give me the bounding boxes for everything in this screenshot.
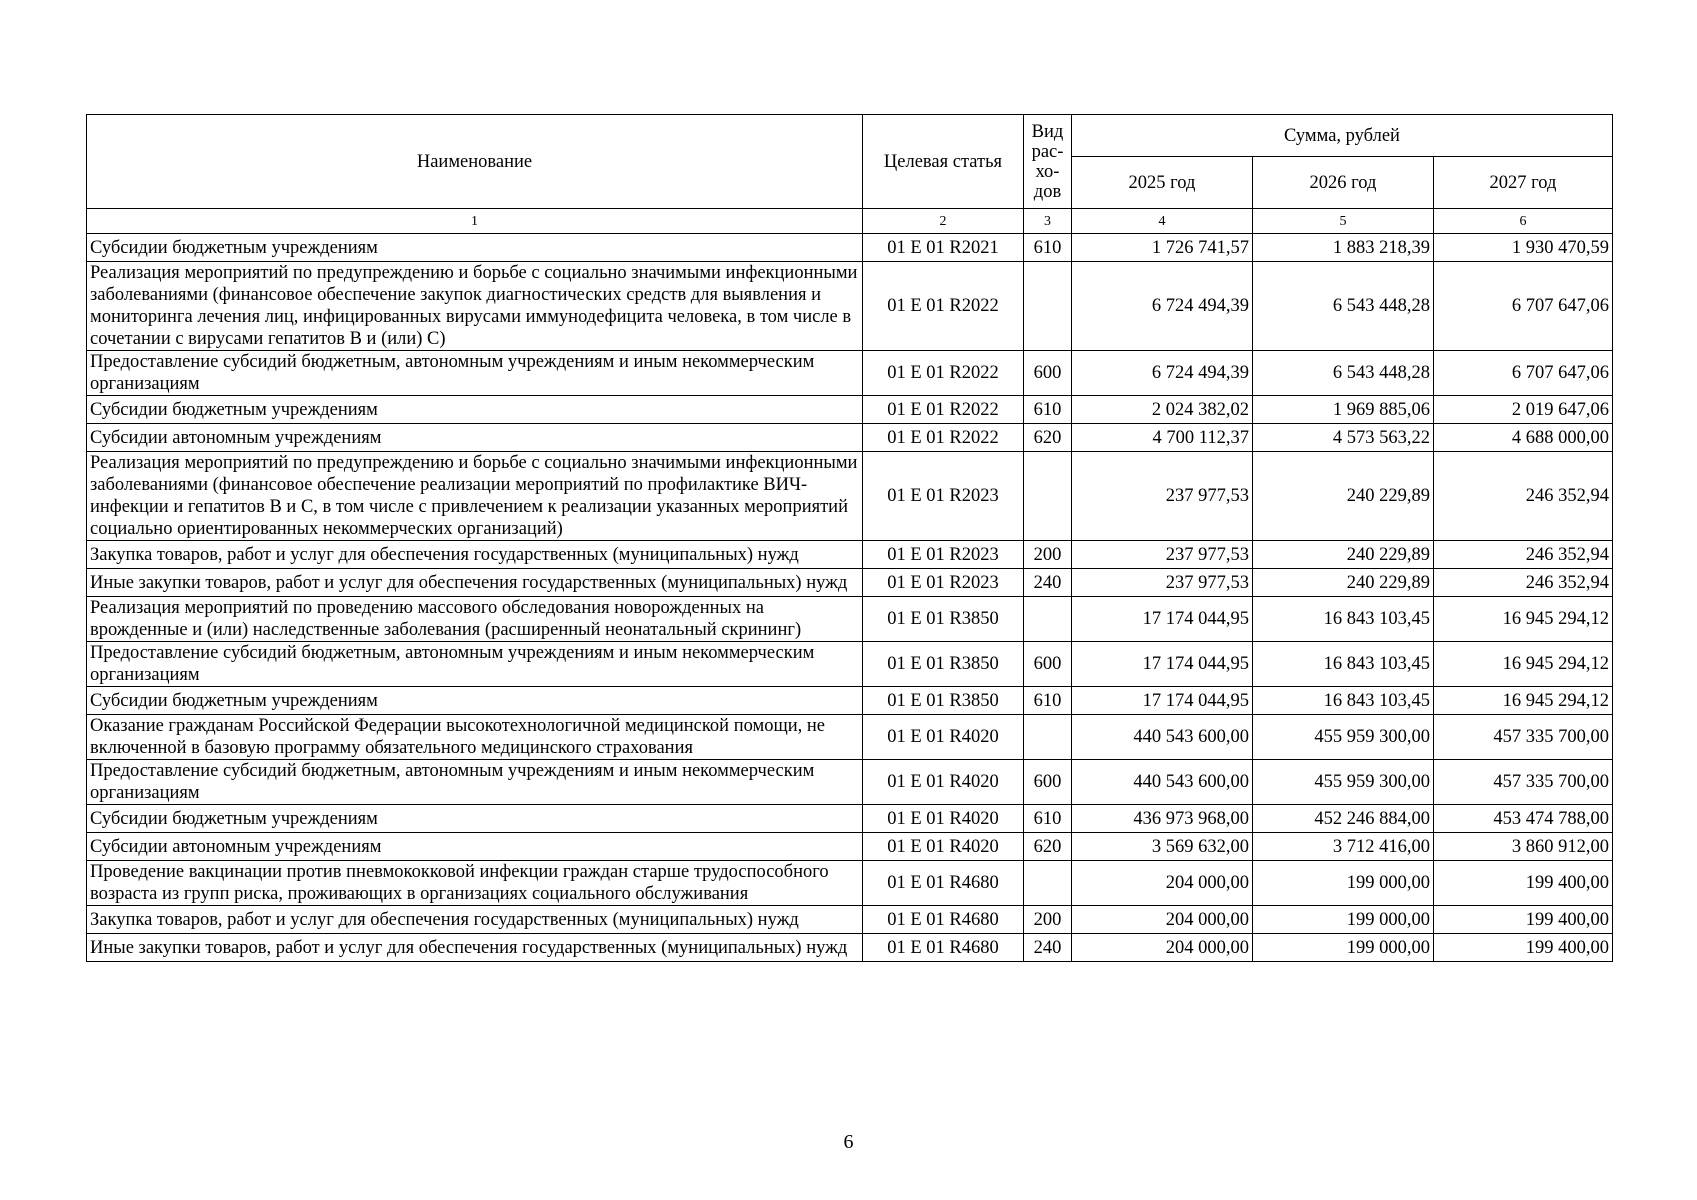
row-sum-2027: 199 400,00: [1434, 861, 1613, 906]
row-name: Субсидии бюджетным учреждениям: [87, 805, 863, 833]
row-target-article: 01 Е 01 R3850: [863, 642, 1024, 687]
column-number: 3: [1024, 209, 1072, 234]
row-expense-type: [1024, 861, 1072, 906]
table-row: [87, 452, 1613, 541]
row-sum-2025: 17 174 044,95: [1072, 642, 1253, 687]
row-sum-2026: 240 229,89: [1253, 541, 1434, 569]
row-target-article: 01 Е 01 R2022: [863, 424, 1024, 452]
row-expense-type: [1024, 715, 1072, 760]
row-sum-2026: 4 573 563,22: [1253, 424, 1434, 452]
row-sum-2026: 3 712 416,00: [1253, 833, 1434, 861]
row-sum-2025: 237 977,53: [1072, 452, 1253, 541]
row-expense-type: 620: [1024, 833, 1072, 861]
column-number: 5: [1253, 209, 1434, 234]
row-sum-2025: 6 724 494,39: [1072, 262, 1253, 351]
row-name: Предоставление субсидий бюджетным, автономным учреждениям и иным некоммерческим организациям: [87, 642, 863, 687]
row-sum-2027: 457 335 700,00: [1434, 760, 1613, 805]
row-expense-type: 600: [1024, 760, 1072, 805]
table-row: [87, 760, 1613, 805]
row-target-article: 01 Е 01 R2023: [863, 569, 1024, 597]
row-expense-type: 240: [1024, 934, 1072, 962]
header-sum: Сумма, рублей: [1072, 115, 1613, 157]
row-sum-2027: 453 474 788,00: [1434, 805, 1613, 833]
table-body: [87, 234, 1613, 962]
table-row: [87, 597, 1613, 642]
header-year-2026: 2026 год: [1253, 157, 1434, 209]
row-name: Предоставление субсидий бюджетным, автономным учреждениям и иным некоммерческим организациям: [87, 760, 863, 805]
row-sum-2025: 436 973 968,00: [1072, 805, 1253, 833]
header-year-2025: 2025 год: [1072, 157, 1253, 209]
row-sum-2027: 246 352,94: [1434, 452, 1613, 541]
row-sum-2027: 16 945 294,12: [1434, 687, 1613, 715]
row-name: Проведение вакцинации против пневмококковой инфекции граждан старше трудоспособного возраста из групп риска, проживающих в организациях социального обслуживания: [87, 861, 863, 906]
row-name: Иные закупки товаров, работ и услуг для обеспечения государственных (муниципальных) нужд: [87, 569, 863, 597]
row-expense-type: 610: [1024, 687, 1072, 715]
row-expense-type: 610: [1024, 396, 1072, 424]
table-row: [87, 351, 1613, 396]
header-target-article: Целевая статья: [863, 115, 1024, 209]
row-target-article: 01 Е 01 R2023: [863, 452, 1024, 541]
table-row: [87, 715, 1613, 760]
row-expense-type: 600: [1024, 351, 1072, 396]
row-expense-type: 620: [1024, 424, 1072, 452]
row-name: Субсидии бюджетным учреждениям: [87, 234, 863, 262]
row-sum-2025: 17 174 044,95: [1072, 597, 1253, 642]
row-name: Закупка товаров, работ и услуг для обеспечения государственных (муниципальных) нужд: [87, 906, 863, 934]
row-sum-2027: 246 352,94: [1434, 569, 1613, 597]
row-expense-type: 610: [1024, 234, 1072, 262]
row-sum-2027: 6 707 647,06: [1434, 351, 1613, 396]
row-sum-2026: 6 543 448,28: [1253, 351, 1434, 396]
row-name: Субсидии бюджетным учреждениям: [87, 396, 863, 424]
row-sum-2027: 3 860 912,00: [1434, 833, 1613, 861]
table-row: [87, 906, 1613, 934]
row-target-article: 01 Е 01 R3850: [863, 687, 1024, 715]
row-sum-2027: 16 945 294,12: [1434, 642, 1613, 687]
table-row: [87, 805, 1613, 833]
row-sum-2025: 2 024 382,02: [1072, 396, 1253, 424]
row-target-article: 01 Е 01 R4020: [863, 760, 1024, 805]
row-sum-2026: 1 969 885,06: [1253, 396, 1434, 424]
table-row: [87, 687, 1613, 715]
row-target-article: 01 Е 01 R2022: [863, 396, 1024, 424]
row-target-article: 01 Е 01 R2023: [863, 541, 1024, 569]
row-sum-2025: 3 569 632,00: [1072, 833, 1253, 861]
row-target-article: 01 Е 01 R2022: [863, 262, 1024, 351]
row-sum-2025: 204 000,00: [1072, 906, 1253, 934]
row-name: Субсидии бюджетным учреждениям: [87, 687, 863, 715]
row-sum-2027: 2 019 647,06: [1434, 396, 1613, 424]
row-sum-2026: 16 843 103,45: [1253, 687, 1434, 715]
row-sum-2026: 16 843 103,45: [1253, 597, 1434, 642]
row-name: Реализация мероприятий по предупреждению и борьбе с социально значимыми инфекционными заболеваниями (финансовое обеспечение закупок диагностических средств для выявления и мониторинга лечения лиц, инфицированных вирусами иммунодефицита человека, в том числе в сочетании с вирусами гепатитов B и (или) C): [87, 262, 863, 351]
row-sum-2025: 237 977,53: [1072, 569, 1253, 597]
table-row: [87, 569, 1613, 597]
row-sum-2026: 199 000,00: [1253, 906, 1434, 934]
row-sum-2027: 246 352,94: [1434, 541, 1613, 569]
row-sum-2026: 240 229,89: [1253, 452, 1434, 541]
row-name: Субсидии автономным учреждениям: [87, 424, 863, 452]
row-sum-2025: 440 543 600,00: [1072, 760, 1253, 805]
row-expense-type: 200: [1024, 541, 1072, 569]
row-sum-2027: 457 335 700,00: [1434, 715, 1613, 760]
row-sum-2025: 1 726 741,57: [1072, 234, 1253, 262]
row-expense-type: [1024, 262, 1072, 351]
page-number: 6: [843, 1131, 854, 1153]
row-target-article: 01 Е 01 R4680: [863, 861, 1024, 906]
column-number-row: [87, 209, 1613, 234]
table-row: [87, 833, 1613, 861]
table-row: [87, 541, 1613, 569]
row-sum-2025: 237 977,53: [1072, 541, 1253, 569]
column-number: 6: [1434, 209, 1613, 234]
row-sum-2027: 16 945 294,12: [1434, 597, 1613, 642]
header-expense-type: Вид рас-хо-дов: [1024, 115, 1072, 209]
row-sum-2026: 6 543 448,28: [1253, 262, 1434, 351]
table-row: [87, 424, 1613, 452]
row-sum-2025: 4 700 112,37: [1072, 424, 1253, 452]
row-sum-2026: 199 000,00: [1253, 861, 1434, 906]
row-sum-2026: 16 843 103,45: [1253, 642, 1434, 687]
row-target-article: 01 Е 01 R4680: [863, 934, 1024, 962]
row-expense-type: 600: [1024, 642, 1072, 687]
column-number: 1: [87, 209, 863, 234]
row-sum-2026: 1 883 218,39: [1253, 234, 1434, 262]
row-sum-2027: 6 707 647,06: [1434, 262, 1613, 351]
table-row: [87, 234, 1613, 262]
row-name: Закупка товаров, работ и услуг для обеспечения государственных (муниципальных) нужд: [87, 541, 863, 569]
row-expense-type: [1024, 452, 1072, 541]
row-sum-2027: 199 400,00: [1434, 906, 1613, 934]
column-number: 2: [863, 209, 1024, 234]
row-expense-type: 240: [1024, 569, 1072, 597]
row-name: Иные закупки товаров, работ и услуг для обеспечения государственных (муниципальных) нужд: [87, 934, 863, 962]
row-sum-2026: 452 246 884,00: [1253, 805, 1434, 833]
row-sum-2026: 455 959 300,00: [1253, 715, 1434, 760]
row-expense-type: [1024, 597, 1072, 642]
table-row: [87, 861, 1613, 906]
row-sum-2025: 440 543 600,00: [1072, 715, 1253, 760]
table-row: [87, 396, 1613, 424]
budget-table: [86, 114, 1613, 962]
row-target-article: 01 Е 01 R4020: [863, 833, 1024, 861]
row-sum-2025: 204 000,00: [1072, 861, 1253, 906]
row-sum-2025: 17 174 044,95: [1072, 687, 1253, 715]
row-name: Реализация мероприятий по проведению массового обследования новорожденных на врожденные и (или) наследственные заболевания (расширенный неонатальный скрининг): [87, 597, 863, 642]
row-sum-2026: 199 000,00: [1253, 934, 1434, 962]
row-target-article: 01 Е 01 R4680: [863, 906, 1024, 934]
table-header: [87, 115, 1613, 234]
row-target-article: 01 Е 01 R2022: [863, 351, 1024, 396]
row-sum-2025: 204 000,00: [1072, 934, 1253, 962]
table-row: [87, 262, 1613, 351]
row-expense-type: 200: [1024, 906, 1072, 934]
row-name: Реализация мероприятий по предупреждению и борьбе с социально значимыми инфекционными заболеваниями (финансовое обеспечение реализации мероприятий по профилактике ВИЧ-инфекции и гепатитов B и C, в том числе с привлечением к реализации указанных мероприятий социально ориентированных некоммерческих организаций): [87, 452, 863, 541]
row-name: Субсидии автономным учреждениям: [87, 833, 863, 861]
row-name: Предоставление субсидий бюджетным, автономным учреждениям и иным некоммерческим организациям: [87, 351, 863, 396]
row-sum-2026: 240 229,89: [1253, 569, 1434, 597]
header-year-2027: 2027 год: [1434, 157, 1613, 209]
column-number: 4: [1072, 209, 1253, 234]
row-target-article: 01 Е 01 R4020: [863, 805, 1024, 833]
row-name: Оказание гражданам Российской Федерации высокотехнологичной медицинской помощи, не включенной в базовую программу обязательного медицинского страхования: [87, 715, 863, 760]
row-target-article: 01 Е 01 R4020: [863, 715, 1024, 760]
row-sum-2025: 6 724 494,39: [1072, 351, 1253, 396]
row-expense-type: 610: [1024, 805, 1072, 833]
table-row: [87, 642, 1613, 687]
row-sum-2026: 455 959 300,00: [1253, 760, 1434, 805]
row-target-article: 01 Е 01 R2021: [863, 234, 1024, 262]
row-target-article: 01 Е 01 R3850: [863, 597, 1024, 642]
header-name: Наименование: [87, 115, 863, 209]
row-sum-2027: 4 688 000,00: [1434, 424, 1613, 452]
row-sum-2027: 1 930 470,59: [1434, 234, 1613, 262]
table-row: [87, 934, 1613, 962]
row-sum-2027: 199 400,00: [1434, 934, 1613, 962]
